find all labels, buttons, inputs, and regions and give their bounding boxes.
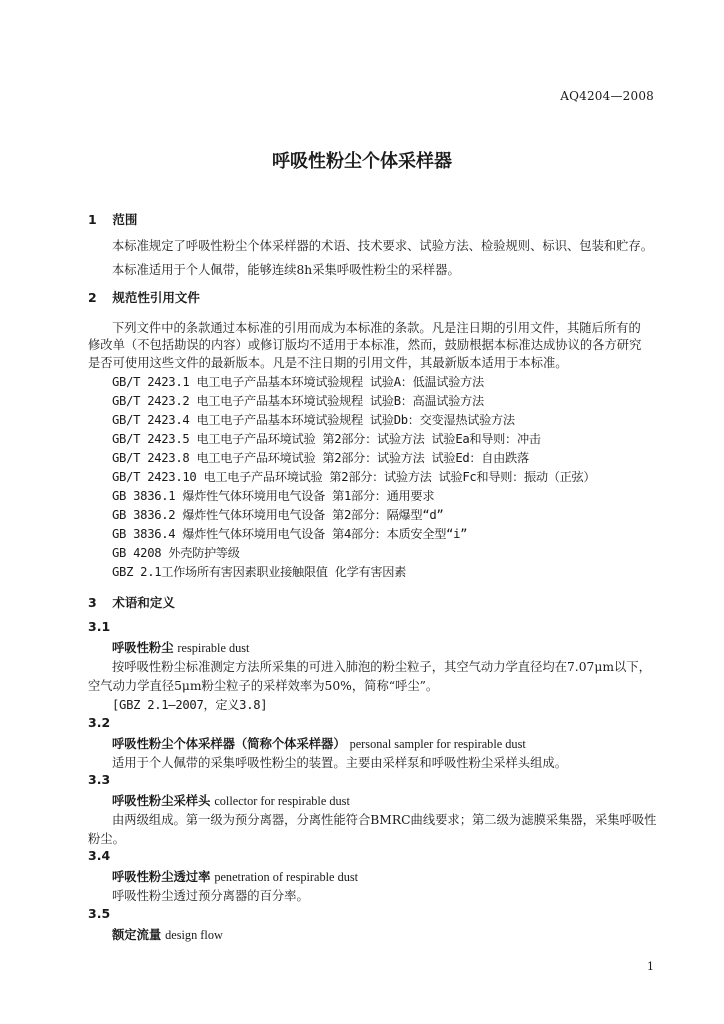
term-chinese: 呼吸性粉尘采样头 (112, 794, 211, 808)
term-definition-line-1: 呼吸性粉尘透过预分离器的百分率。 (112, 889, 309, 903)
term-english: collector for respirable dust (214, 794, 350, 808)
term-definition-line-1: 适用于个人佩带的采集呼吸性粉尘的装置。主要由采样泵和呼吸性粉尘采样头组成。 (112, 756, 567, 770)
term-number: 3.4 (88, 848, 111, 863)
term-number: 3.5 (88, 906, 111, 921)
term-chinese: 呼吸性粉尘透过率 (112, 870, 211, 884)
reference-item: GB/T 2423.4 电工电子产品基本环境试验规程 试验Db：交变湿热试验方法 (112, 413, 515, 427)
normative-intro-line-2: 修改单（不包括勘误的内容）或修订版均不适用于本标准，然而，鼓励根据本标准达成协议的各方研究 (88, 338, 642, 352)
term-english: penetration of respirable dust (214, 870, 359, 884)
section-number: 2 (88, 290, 97, 305)
page-number: 1 (647, 960, 654, 973)
term-english: respirable dust (177, 641, 250, 655)
term-chinese: 呼吸性粉尘 (112, 641, 174, 655)
term-heading (112, 791, 350, 809)
reference-item: GB/T 2423.2 电工电子产品基本环境试验规程 试验B：高温试验方法 (112, 394, 484, 408)
section-1-heading (88, 210, 137, 228)
reference-item: GB 4208 外壳防护等级 (112, 546, 240, 560)
term-heading (112, 734, 526, 752)
term-number: 3.1 (88, 619, 111, 634)
standard-number: AQ4204—2008 (560, 89, 654, 103)
reference-item: GB/T 2423.5 电工电子产品环境试验 第2部分：试验方法 试验Ea和导则：冲击 (112, 432, 541, 446)
term-definition-line-2: 粉尘。 (88, 832, 125, 846)
term-number: 3.3 (88, 772, 111, 787)
term-definition-line-1: 按呼吸性粉尘标准测定方法所采集的可进入肺泡的粉尘粒子，其空气动力学直径均在7.07μm以下， (112, 660, 651, 674)
term-heading (112, 925, 223, 943)
section-title: 规范性引用文件 (112, 290, 200, 305)
scope-paragraph-1: 本标准规定了呼吸性粉尘个体采样器的术语、技术要求、试验方法、检验规则、标识、包装和贮存。 (112, 239, 654, 253)
term-number: 3.2 (88, 715, 111, 730)
reference-item: GBZ 2.1工作场所有害因素职业接触限值 化学有害因素 (112, 565, 407, 579)
normative-intro-line-1: 下列文件中的条款通过本标准的引用而成为本标准的条款。凡是注日期的引用文件，其随后所有的 (112, 321, 641, 335)
term-english: personal sampler for respirable dust (349, 737, 526, 751)
section-title: 范围 (112, 212, 138, 227)
reference-item: GB 3836.2 爆炸性气体环境用电气设备 第2部分：隔爆型“d” (112, 508, 444, 522)
term-definition-line-2: 空气动力学直径5μm粉尘粒子的采样效率为50%，简称“呼尘”。 (88, 679, 439, 693)
term-chinese: 呼吸性粉尘个体采样器（简称个体采样器） (112, 737, 346, 751)
section-number: 1 (88, 212, 97, 227)
normative-intro-line-3: 是否可使用这些文件的最新版本。凡是不注日期的引用文件，其最新版本适用于本标准。 (88, 356, 568, 370)
reference-item: GB/T 2423.8 电工电子产品环境试验 第2部分：试验方法 试验Ed：自由跌落 (112, 451, 529, 465)
reference-item: GB/T 2423.1 电工电子产品基本环境试验规程 试验A：低温试验方法 (112, 375, 484, 389)
document-title: 呼吸性粉尘个体采样器 (272, 151, 452, 172)
reference-item: GB 3836.1 爆炸性气体环境用电气设备 第1部分：通用要求 (112, 489, 435, 503)
reference-item: GB/T 2423.10 电工电子产品环境试验 第2部分：试验方法 试验Fc和导则：振动（正弦） (112, 470, 596, 484)
section-2-heading (88, 288, 200, 306)
term-heading (112, 638, 249, 656)
term-source: [GBZ 2.1—2007，定义3.8] (112, 698, 268, 712)
section-title: 术语和定义 (112, 595, 175, 610)
term-definition-line-1: 由两级组成。第一级为预分离器，分离性能符合BMRC曲线要求；第二级为滤膜采集器，采集呼吸性 (112, 813, 657, 827)
section-number: 3 (88, 595, 97, 610)
section-3-heading (88, 593, 175, 611)
term-heading (112, 867, 358, 885)
reference-item: GB 3836.4 爆炸性气体环境用电气设备 第4部分：本质安全型“i” (112, 527, 468, 541)
scope-paragraph-2: 本标准适用于个人佩带，能够连续8h采集呼吸性粉尘的采样器。 (112, 263, 460, 277)
term-chinese: 额定流量 (112, 928, 162, 942)
term-english: design flow (165, 928, 223, 942)
